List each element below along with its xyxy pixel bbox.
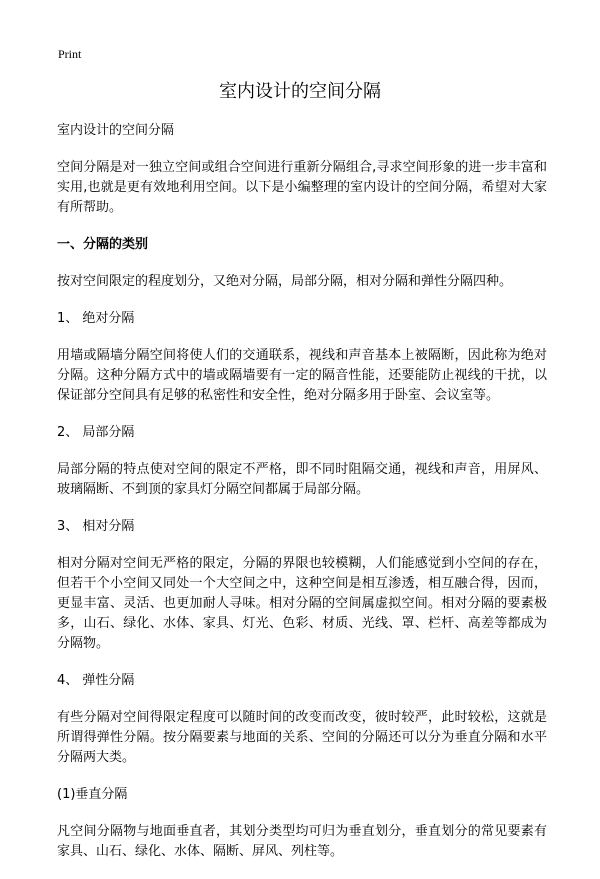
intro-paragraph: 空间分隔是对一独立空间或组合空间进行重新分隔组合,寻求空间形象的进一步丰富和实用,也就是更有效地利用空间。以下是小编整理的室内设计的空间分隔，希望对大家有所帮助。: [57, 160, 547, 215]
item-heading-absolute: 1、 绝对分隔: [57, 311, 135, 326]
item-heading-elastic: 4、 弹性分隔: [57, 673, 135, 688]
document-subtitle: 室内设计的空间分隔: [57, 123, 175, 138]
subitem-paragraph-vertical: 凡空间分隔物与地面垂直者，其划分类型均可归为垂直划分，垂直划分的常见要素有家具、山石、绿化、水体、隔断、屏风、列柱等。: [57, 824, 547, 859]
item-heading-relative: 3、 相对分隔: [57, 519, 135, 534]
section-heading-categories: 一、分隔的类别: [57, 237, 149, 252]
item-paragraph-relative: 相对分隔对空间无严格的限定，分隔的界限也较模糊，人们能感觉到小空间的存在，但若干个小空间又同处一个大空间之中，这种空间是相互渗透，相互融合得，因而，更显丰富、灵活、也更加耐人寻味。相对分隔的空间属虚拟空间。相对分隔的要素极多，山石、绿化、水体、家具、灯光、色彩、材质、光线、罩、栏杆、高差等都成为分隔物。: [57, 556, 547, 651]
item-paragraph-elastic: 有些分隔对空间得限定程度可以随时间的改变而改变，彼时较严，此时较松，这就是所谓得弹性分隔。按分隔要素与地面的关系、空间的分隔还可以分为垂直分隔和水平分隔两大类。: [57, 710, 547, 765]
document-body: [57, 121, 547, 879]
document-title: 室内设计的空间分隔: [219, 81, 381, 102]
item-paragraph-absolute: 用墙或隔墙分隔空间将使人们的交通联系，视线和声音基本上被隔断，因此称为绝对分隔。这种分隔方式中的墙或隔墙要有一定的隔音性能，还要能防止视线的干扰，以保证部分空间具有足够的私密性和安全性，绝对分隔多用于卧室、会议室等。: [57, 348, 547, 403]
item-paragraph-partial: 局部分隔的特点使对空间的限定不严格，即不同时阻隔交通，视线和声音，用屏风、玻璃隔断、不到顶的家具灯分隔空间都属于局部分隔。: [57, 462, 547, 497]
item-heading-partial: 2、 局部分隔: [57, 425, 135, 440]
subitem-heading-vertical: (1)垂直分隔: [57, 787, 128, 802]
section-paragraph-categories: 按对空间限定的程度划分，又绝对分隔，局部分隔，相对分隔和弹性分隔四种。: [57, 274, 513, 289]
print-link[interactable]: Print: [58, 47, 82, 61]
